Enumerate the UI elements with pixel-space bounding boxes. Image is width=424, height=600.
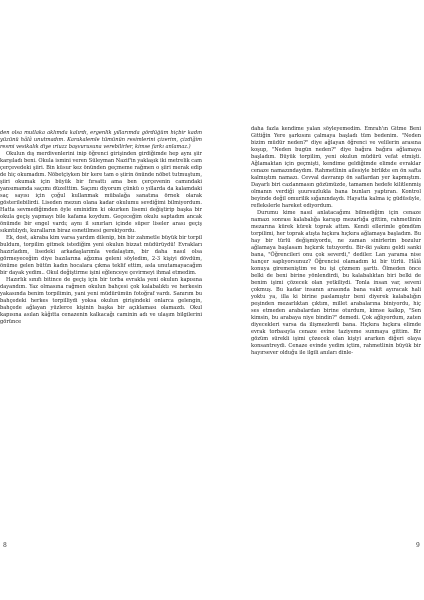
left-paragraph-1: den olsa mutlaka aklımda kalırdı, ergenlik yıllarımda gördüğüm hiçbir kadın yüzünü hâlâ unutmadım. Karakalemle tümünün resimlerini çizerim, çizdiğim resmi vesikalık diye ıriuzz başvurusuna verebilirler, kimse farkı anlamaz.): [0, 130, 202, 150]
left-paragraph-4: Hazırlık sınıfı bitince de geçiş için bir torba evrakla yeni okulun kapısına dayandım. Yaz olmasına rağmen okulun bahçesi çok kalabalıktı ve herkesin yakasında benim torpilimin, yani yeni müdürümün fotoğraf vardı. Sanırım bu bahçedeki herkes torpilliydi yoksa okulun girişindeki onlarca gelengin, bahçede ağlayan yüzlerce kişinin başka bir açıklaması olamazdı. Okul kapısına asılan kâğıtta cenazenin kalkacağı caminin adı ve ulaşım bilgilerini görünce: [0, 277, 202, 325]
right-paragraph-1: daha fazla kendime yalan söyleyemedim. Emrah'ın Gitme Beni Gittiğin Yere şarkısını çalmaya başladı tüm bedenim. "Neden bizim müdür neden?" diye ağlayan öğrenci ve velilerin arasına koşup, "Neden bugün neden?" diye bağıra bağıra ağlamaya başladım. Büyük torpilim, yeni okulun müdürü vefat etmişti. Ağlamaktan için geçmişti, kendime geldiğimde elimde evraklar cenaze namazındaydım. Rahmetlinin ailesiyle birlikte en ön safta kalmıştım namazı. Cevval davranıp ön saflardan yer kapmıştım. Dayarlı biri cazlanmasın gözümüzde, tamamen hedefe kilitlenmiş olmanın verdiği şuursuzlukla bana bunları yaptıran. Kontrol beyinde değil omurilik sığanındaydı. Hayatta kalma iç güdüsüyle, reflekslerle hareket ediyordum.: [251, 126, 421, 209]
right-paragraph-2: Durumu kime nasıl anlatacağımı bilmediğim için cenaze namazı sonrası kalabalığa karışıp mezarlığa gittim, rahmetlinin mezarına kürek kürek toprak attım. Kendi ellerimle gömdüm torpilimi, her toprak atışta hıçkıra hıçkıra ağlamaya başladım. Bu hay bir türlü değişmiyordu, ne zaman sinirlerim bozulur ağlamaya başlasam hıçkırık tutuyordu. Bir-iki yakını geldi sanki bana, "Öğrencileri onu çok severdi," dediler. Lan yarama nise hançer saplıyorsunuz? Öğrencisi olamadım ki bir türlü. Hâlâ konuya giremeniştim ve bu işi çözmem şarttı. Ölmeden önce belki de beni birine yönlendirdi, bu kalabalıktan biri belki de benim işimi çözecek olan yetkiliydi. Tonla insan var, seveni çokmuş. Bu kadar insanın arasında bana vakit ayıracak hali yoktu ya, illa ki birine paslamıştır beni diyerek kalabalığın peşinden mezarlıktan çıktım, millet arabalarına biniyordu, hiç ses etmeden arabalardan birine oturdum, kimse kalkıp, "Sen kimsin, bu arabaya niye bindin?" demedi. Çok ağlıyordum, zaten diyecekleri varsa da ilişmezlerdi bana. Hıçkıra hıçkıra elimde evrak torbasıyla cenaze evine taziyeme sunmaya gittim. Bir gözüm sürekli işimi çözecek olan kişiyi ararken diğeri olaya konsantreydi. Cenaze evinde yedim içtim, rahmetlinin büyük bir hayırsever olduğu ile ilgili anıları dinle-: [251, 210, 421, 356]
left-paragraph-3: Ek, dost, akraba kim varsa yardım dilenip, bin bir zahmetle büyük bir torpil buldum, torpilim gitmek istediğim yeni okulun bizzat müdürüydü! Evrakları hazırladım, lisedeki arkadaşlarımla vedalaştım, bir daha nasıl olsa görmeyeceğim diye bazılarına ağzıma geleni söyledim, 2-3 kişiyi dövdüm, önüme gelen bütün kadın hocalara çıkma teklif ettim, asla unutamayacağım bir dayak yedim.. Okul değiştirme işini eğlenceye çevirmeyi ihmal etmedim.: [0, 235, 202, 276]
right-page-number: 9: [416, 542, 420, 549]
left-paragraph-2: Okulun dış merdivenlerini inip öğrenci girişinden girdiğimde hep aynı şiir karşıladı beni. Okula ismini veren Süleyman Nazif'in yaklaşık iki metrelik cam çerçevedeki şiiri. Bin küsur kez önünden geçmeme rağmen o şiiri merak edip de hiç okumadım. Nöbetçiyken bir kere tam o şiirin önünde nöbet tutmuştum, şiiri okumak için büyük bir fırsattı ama ben çerçevenin camındaki yansımamda saçımı düzelttim. Saçımı diyorum çünkü o yıllarda da kalamdaki saç sayısı için çoğul kullanmak mübalağa sanatına örnek olarak gösterilebilirdi. Liseden mezun olana kadar okulumu sevdiğimi bilmiyordum. Hatta sevmediğimden öyle eminidim ki okurken lisemi değiştirip başka bir okula geçiş yapmayı bile kafama koydum. Geçeceğim okulu saptadım ancak önümde bir engel vardı; aynı il sınırları içinde süper liseler arası geçiş sıkıntılıydı, kuralların biraz esnetilmesi gerekiyordu.: [0, 151, 202, 234]
left-page: [0, 130, 202, 592]
right-page: [251, 126, 421, 588]
left-page-number: 8: [3, 542, 7, 549]
